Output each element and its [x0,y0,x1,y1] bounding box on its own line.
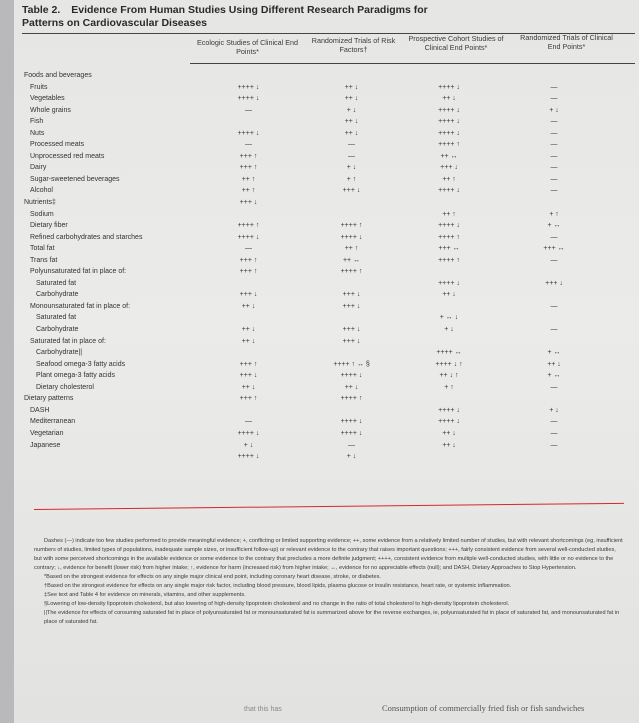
table-row [24,197,604,209]
evidence-cell [188,70,309,82]
table-row [24,209,604,221]
table-row [24,416,604,428]
table-row [24,359,604,371]
footnote-saturated: ||The evidence for effects of consuming saturated fat in place of polyunsaturated fat or monounsaturated fat is summarized above for the reverse exchanges, ie, polyunsaturated fat in place of saturated fat, and monounsaturated fat in place of saturated fat. [44,610,620,625]
evidence-cell: ++ ↓ [547,360,561,368]
evidence-cell [309,405,394,417]
row-label: DASH [30,406,50,414]
evidence-cell: ++++ ↓ [340,418,363,426]
evidence-cell [188,312,309,324]
evidence-cell [188,209,309,221]
evidence-cell: ++ ↓ [344,118,359,126]
row-label: Fruits [30,83,48,91]
evidence-cell: — [348,441,355,449]
evidence-cell: +++ ↑ [239,256,258,264]
row-label: Plant omega-3 fatty acids [36,372,115,380]
evidence-cell: ++++ ↓ [340,233,363,241]
evidence-cell [394,336,504,348]
evidence-cell: ++++ ↓ [438,279,460,287]
row-label: Carbohydrate [36,291,79,299]
row-label: Fish [30,118,44,126]
evidence-cell: +++ ↓ [440,164,458,172]
table-row [24,370,604,382]
evidence-cell: +++ ↓ [342,291,361,299]
evidence-cell: ++ ↑ [344,245,359,253]
evidence-cell: + ↓ [243,441,254,449]
evidence-cell: ++ ↓ [344,95,359,103]
evidence-cell: — [550,83,558,91]
table-row [24,405,604,417]
evidence-cell: — [245,245,252,253]
row-label: Carbohydrate [36,326,79,334]
table-row [24,312,604,324]
evidence-cell: + ↓ [346,164,357,172]
row-label: Foods and beverages [24,72,92,79]
row-label: Sugar-sweetened beverages [30,175,120,183]
evidence-cell: — [245,106,252,114]
evidence-cell [394,451,504,463]
table-row [24,220,604,232]
row-label: Dietary patterns [24,395,74,403]
row-label: Nuts [30,129,45,137]
evidence-cell: ++ ↓ [241,383,256,391]
evidence-cell: + ↓ [346,453,357,461]
evidence-cell: — [550,141,558,149]
table-row [24,393,604,405]
row-label: Polyunsaturated fat in place of: [30,268,127,276]
evidence-cell: ++++ ↓ [237,129,260,137]
evidence-cell: ++ ↓ [241,302,256,310]
evidence-cell: ++++ ↑ [340,268,363,276]
table-row [24,336,604,348]
evidence-cell: + ↑ [444,383,454,391]
evidence-cell: +++ ↓ [342,302,361,310]
evidence-cell: +++ ↑ [239,268,258,276]
evidence-cell: + ↓ [346,106,357,114]
table-row [24,232,604,244]
row-label: Vegetables [30,95,65,103]
evidence-cell [309,209,394,221]
body-text-snippet: Consumption of commercially fried fish or fish sandwiches [382,703,585,713]
evidence-cell: — [550,95,558,103]
evidence-cell: ++ ↔ [440,152,458,160]
evidence-cell: ++ ↓ [442,441,456,449]
row-label: Dietary cholesterol [36,383,94,391]
evidence-cell: ++ ↓ ↑ [439,372,459,380]
evidence-cell: ++++ ↓ [438,222,460,230]
table-row [24,82,604,94]
red-annotation-line [34,503,624,511]
column-header-clinical-trials: Randomized Trials of Clinical End Points* [520,33,613,51]
evidence-cell: ++++ ↑ [438,141,460,149]
table-row [24,289,604,301]
table-row [24,162,604,174]
evidence-cell [504,393,604,405]
evidence-cell: — [245,418,252,426]
column-header-risk-factors: Randomized Trials of Risk Factors† [311,36,396,54]
evidence-cell: + ↑ [549,210,559,218]
evidence-cell [188,116,309,128]
evidence-cell: + ↑ [346,175,357,183]
table-row [24,382,604,394]
evidence-cell [394,301,504,313]
evidence-cell: ++ ↓ [442,95,456,103]
evidence-cell [504,70,604,82]
evidence-cell: ++++ ↓ [237,429,260,437]
table-row [24,301,604,313]
table-row [24,266,604,278]
evidence-cell: +++ ↓ [545,279,563,287]
evidence-cell: — [550,129,558,137]
evidence-cell: ++ ↑ [241,187,256,195]
evidence-cell: ++++ ↓ [237,233,260,241]
table-row [24,440,604,452]
evidence-cell [394,70,504,82]
evidence-cell: — [348,141,355,149]
evidence-cell: ++++ ↓ [438,129,460,137]
document-page [14,0,639,723]
evidence-cell: ++++ ↓ [438,187,460,195]
evidence-cell: ++ ↓ [442,291,456,299]
evidence-cell: ++++ ↓ [237,83,260,91]
header-rule [190,63,635,64]
evidence-cell [394,266,504,278]
row-label: Total fat [30,245,55,253]
evidence-cell: ++ ↓ [241,326,256,334]
evidence-cell: ++++ ↑ [237,222,260,230]
evidence-cell [504,266,604,278]
row-label: Unprocessed red meats [30,152,105,160]
evidence-cell [394,197,504,209]
evidence-cell: ++++ ↓ ↑ [435,360,463,368]
evidence-cell [504,312,604,324]
evidence-cell: ++++ ↓ [340,372,363,380]
evidence-cell: — [245,141,252,149]
table-row [24,105,604,117]
table-title [22,4,633,17]
evidence-cell: — [550,233,558,241]
table-row [24,255,604,267]
table-row [24,93,604,105]
table-row [24,347,604,359]
row-label [24,451,188,463]
footnote-ldl: §Lowering of low-density lipoprotein cholesterol, but also lowering of high-density lipoprotein cholesterol and no change in the ratio of total cholesterol to high-density lipoprotein cholesterol. [44,601,510,607]
table-row [24,151,604,163]
evidence-cell: — [550,152,558,160]
evidence-cell: ++ ↓ [344,83,359,91]
evidence-cell [309,70,394,82]
row-label: Processed meats [30,141,85,149]
evidence-cell: ++ ↓ [344,129,359,137]
evidence-cell: — [550,256,558,264]
evidence-cell: — [550,175,558,183]
evidence-cell: + ↔ ↓ [439,314,459,322]
row-label: Alcohol [30,187,53,195]
evidence-cell [188,347,309,359]
evidence-cell: +++ ↓ [239,372,258,380]
evidence-cell: — [550,383,558,391]
evidence-cell: ++++ ↓ [438,406,460,414]
table-row [24,428,604,440]
evidence-cell: — [550,441,558,449]
row-label: Saturated fat [36,279,77,287]
evidence-cell: ++ ↑ [442,175,456,183]
evidence-cell: + ↔ [547,222,561,230]
table-title-line2: Patterns on Cardiovascular Diseases [22,17,208,29]
row-label: Carbohydrate|| [36,349,83,357]
evidence-cell: — [550,418,558,426]
evidence-cell: — [550,302,558,310]
evidence-cell [394,393,504,405]
table-row [24,451,604,463]
footnote-legend: Dashes (—) indicate too few studies performed to provide meaningful evidence; +, conflicting or limited supporting evidence; ++, some evidence from a relatively limited number of studies, but with relevant shortcomings (eg, insufficient numbers of studies, limited types of populations, inadequate sample sizes, or insufficient follow-up) or relevant evidence to the contrary that raises important questions; +++, fairly consistent evidence from several well-conducted studies, but with some perceived shortcomings in the available evidence or some evidence to the contrary that precludes a more definite judgment; ++++, consistent evidence from multiple well-conducted studies, with little or no evidence to the contrary; ↓, evidence for benefit (lower risk) from higher intake; ↑, evidence for harm (increased risk) from higher intake; ↔, evidence for no appreciable effects (null); and DASH, Dietary Approaches to Stop Hypertension. [34,538,623,571]
row-label: Dietary fiber [30,222,68,230]
evidence-cell: + ↓ [444,326,454,334]
row-label: Saturated fat in place of: [30,337,106,345]
evidence-cell: — [550,326,558,334]
row-label: Monounsaturated fat in place of: [30,302,131,310]
evidence-cell: +++ ↓ [342,337,361,345]
column-header-cohort: Prospective Cohort Studies of Clinical End Points* [408,34,504,52]
evidence-cell: + ↓ [549,106,559,114]
evidence-cell: +++ ↓ [239,199,258,207]
evidence-cell: +++ ↓ [342,326,361,334]
evidence-cell: ++++ ↓ [237,453,260,461]
evidence-cell [309,278,394,290]
evidence-table [24,70,604,463]
evidence-cell: — [550,164,558,172]
row-label: Vegetarian [30,429,64,437]
table-row [24,128,604,140]
row-label: Sodium [30,210,54,218]
evidence-cell [309,312,394,324]
evidence-cell [309,347,394,359]
evidence-cell [309,197,394,209]
table-row [24,174,604,186]
row-label: Seafood omega-3 fatty acids [36,360,126,368]
evidence-cell: ++ ↑ [241,175,256,183]
table-row [24,70,604,82]
evidence-cell: +++ ↑ [239,164,258,172]
table-title-line1: Evidence From Human Studies Using Different Research Paradigms for [71,4,428,16]
evidence-cell: + ↓ [549,406,559,414]
evidence-cell: ++++ ↑ [438,256,460,264]
evidence-cell: ++ ↓ [241,337,256,345]
table-row [24,116,604,128]
evidence-cell: — [550,118,558,126]
evidence-cell: +++ ↔ [438,245,460,253]
evidence-cell: +++ ↓ [239,291,258,299]
footnote-minerals: ‡See text and Table 4 for evidence on minerals, vitamins, and other supplements. [44,592,246,598]
evidence-cell: + ↔ [547,349,561,357]
footnote-clinical: *Based on the strongest evidence for effects on any single major clinical end point, including coronary heart disease, stroke, or diabetes. [44,574,381,580]
evidence-cell: — [550,187,558,195]
evidence-cell: +++ ↔ [543,245,565,253]
evidence-cell: ++++ ↔ [436,349,462,357]
evidence-cell: ++++ ↓ [237,95,260,103]
table-footnotes [34,537,624,627]
evidence-cell: ++++ ↑ [340,395,363,403]
table-row [24,185,604,197]
evidence-table-body [24,70,604,463]
evidence-cell: ++++ ↑ [340,222,363,230]
evidence-cell: ++ ↑ [442,210,456,218]
table-row [24,278,604,290]
evidence-cell [504,451,604,463]
evidence-cell: ++ ↔ [342,256,361,264]
row-label: Dairy [30,164,47,172]
evidence-cell: ++ ↓ [344,383,359,391]
row-label: Mediterranean [30,418,76,426]
table-row [24,243,604,255]
evidence-cell [188,278,309,290]
evidence-cell: ++++ ↓ [438,83,460,91]
evidence-cell: +++ ↑ [239,360,258,368]
footnote-risk-factor: †Based on the strongest evidence for effects on any single major risk factor, including blood pressure, blood lipids, plasma glucose or insulin resistance, heart rate, or systemic inflammation. [44,583,512,589]
row-label: Trans fat [30,256,58,264]
evidence-cell: ++++ ↓ [438,106,460,114]
body-text-fragment: that this has [244,706,282,713]
evidence-cell: ++++ ↓ [438,118,460,126]
row-label: Refined carbohydrates and starches [30,233,143,241]
row-label: Whole grains [30,106,71,114]
column-header-ecologic: Ecologic Studies of Clinical End Points* [196,38,299,56]
evidence-cell: ++++ ↑ ↔ § [333,360,370,368]
evidence-cell [504,197,604,209]
evidence-cell: +++ ↑ [239,395,258,403]
evidence-cell [504,289,604,301]
table-number: Table 2. [22,4,61,16]
evidence-cell: ++++ ↓ [340,429,363,437]
evidence-cell: — [550,429,558,437]
row-label: Nutrients‡ [24,199,56,207]
evidence-cell [504,336,604,348]
evidence-cell: — [348,152,355,160]
evidence-cell: + ↔ [547,372,561,380]
evidence-cell: ++ ↓ [442,429,456,437]
row-label: Japanese [30,441,61,449]
evidence-cell [188,405,309,417]
evidence-cell: +++ ↑ [239,152,258,160]
evidence-cell: ++++ ↓ [438,418,460,426]
table-row [24,139,604,151]
evidence-cell: +++ ↓ [342,187,361,195]
table-row [24,324,604,336]
row-label: Saturated fat [36,314,77,322]
evidence-cell: ++++ ↑ [438,233,460,241]
